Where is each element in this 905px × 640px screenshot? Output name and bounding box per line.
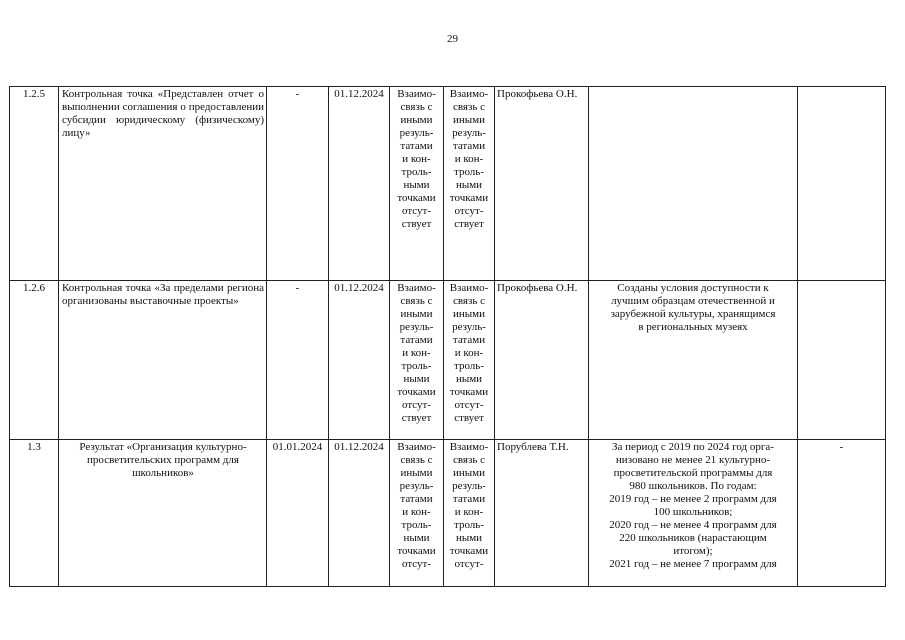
page-number: 29 <box>447 33 458 45</box>
responsible: Порублева Т.Н. <box>495 440 589 587</box>
row-title: Результат «Организация культурно- просветительских программ для школьников» <box>59 440 267 587</box>
last-col <box>798 281 886 440</box>
last-col <box>798 87 886 281</box>
row-title: Контрольная точка «За пределами региона организованы выставочные проекты» <box>59 281 267 440</box>
start-date: - <box>267 281 329 440</box>
table-row <box>10 281 886 440</box>
row-number: 1.2.6 <box>10 281 59 440</box>
link-col-2: Взаимо- связь с иными резуль- татами и кон- троль- ными точками отсут- ствует <box>444 281 495 440</box>
responsible: Прокофьева О.Н. <box>495 87 589 281</box>
start-date: - <box>267 87 329 281</box>
table-row <box>10 87 886 281</box>
responsible: Прокофьева О.Н. <box>495 281 589 440</box>
start-date: 01.01.2024 <box>267 440 329 587</box>
link-col-1: Взаимо- связь с иными резуль- татами и кон- троль- ными точками отсут- ствует <box>390 87 444 281</box>
link-col-1: Взаимо- связь с иными резуль- татами и кон- троль- ными точками отсут- ствует <box>390 281 444 440</box>
link-col-2: Взаимо- связь с иными резуль- татами и кон- троль- ными точками отсут- ствует <box>444 87 495 281</box>
description: Созданы условия доступности к лучшим образцам отечественной и зарубежной культуры, хранящимся в региональных музеях <box>589 281 798 440</box>
last-col: - <box>798 440 886 587</box>
end-date: 01.12.2024 <box>329 440 390 587</box>
end-date: 01.12.2024 <box>329 87 390 281</box>
row-number: 1.3 <box>10 440 59 587</box>
row-title: Контрольная точка «Представлен отчет о выполнении соглашения о предоставлении субсидии юридическому (физическому) лицу» <box>59 87 267 281</box>
description: За период с 2019 по 2024 год орга- низовано не менее 21 культурно- просветительской программы для 980 школьников. По годам: 2019 год – не менее 2 программ для 100 школьников; 2020 год – не менее 4 программ для 220 школьников (нарастающим итогом); 2021 год – не менее 7 программ для <box>589 440 798 587</box>
link-col-2: Взаимо- связь с иными резуль- татами и кон- троль- ными точками отсут- <box>444 440 495 587</box>
end-date: 01.12.2024 <box>329 281 390 440</box>
row-number: 1.2.5 <box>10 87 59 281</box>
table-row <box>10 440 886 587</box>
link-col-1: Взаимо- связь с иными резуль- татами и кон- троль- ными точками отсут- <box>390 440 444 587</box>
description <box>589 87 798 281</box>
plan-table <box>9 86 886 587</box>
